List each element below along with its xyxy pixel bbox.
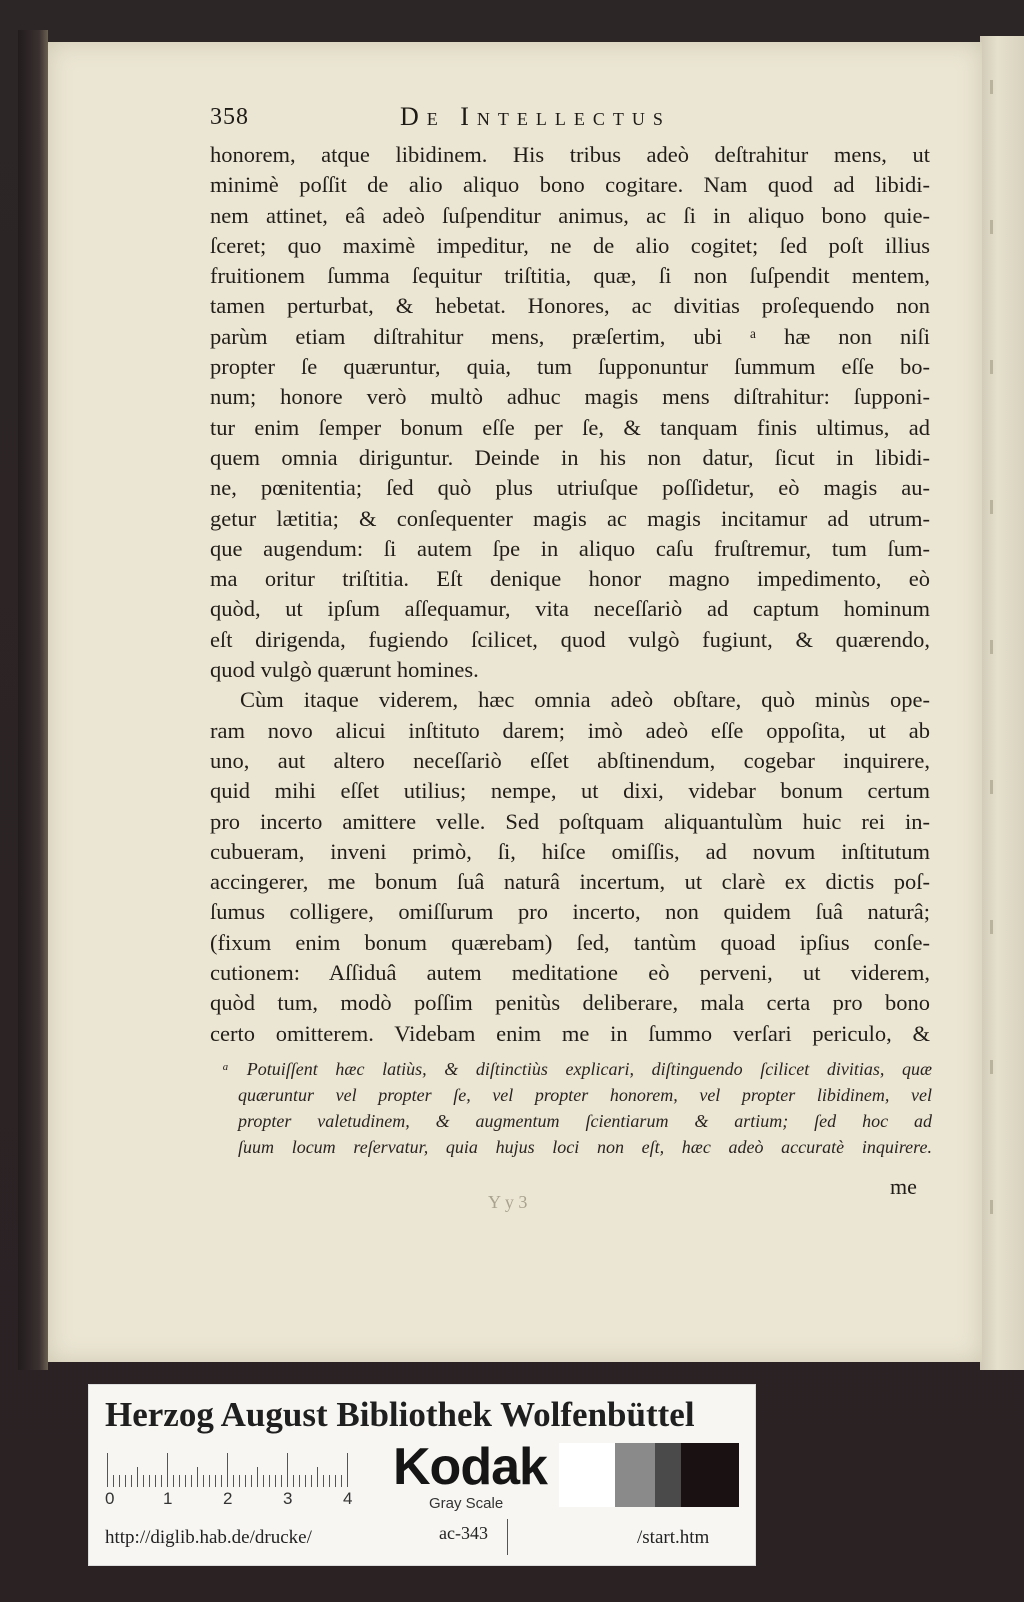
start-url: /start.htm bbox=[637, 1527, 710, 1548]
kodak-logo: Kodak bbox=[393, 1438, 547, 1496]
divider bbox=[507, 1519, 508, 1555]
gray-swatches bbox=[559, 1443, 739, 1507]
text-line: tamen perturbat, & hebetat. Honores, ac divitias proſequendo non bbox=[210, 293, 930, 319]
body-text bbox=[210, 140, 930, 1049]
text-line: nem attinet, eâ adeò ſuſpenditur animus, ac ſi in aliquo bono quie- bbox=[210, 202, 930, 228]
library-name: Herzog August Bibliothek Wolfenbüttel bbox=[105, 1395, 695, 1434]
text-line: ſceret; quo maximè impeditur, ne de alio cogitet; ſed poſt illius bbox=[210, 232, 930, 258]
text-line: eſt dirigenda, fugiendo ſcilicet, quod vulgò fugiunt, & quærendo, bbox=[210, 626, 930, 652]
footnote bbox=[222, 1056, 932, 1160]
text-line: que augendum: ſi autem ſpe in aliquo caſu fruſtremur, tum ſum- bbox=[210, 535, 930, 561]
ruler-number: 0 bbox=[105, 1489, 115, 1508]
color-target-card bbox=[88, 1384, 756, 1566]
gray-scale-label: Gray Scale bbox=[429, 1495, 504, 1512]
text-line: ſumus colligere, omiſſurum pro incerto, non quidem ſuâ naturâ; bbox=[210, 899, 930, 925]
catchword: me bbox=[890, 1174, 917, 1199]
text-line: quod vulgò quærunt homines. bbox=[210, 657, 479, 683]
scale-ruler bbox=[107, 1453, 357, 1487]
book-spine-edge bbox=[18, 30, 48, 1370]
page-header bbox=[210, 104, 930, 138]
text-line: tur enim ſemper bonum eſſe per ſe, & tanquam finis ultimus, ad bbox=[210, 414, 930, 440]
ruler-numbers bbox=[105, 1489, 365, 1513]
text-line: uno, aut altero neceſſariò eſſet abſtinendum, cogebar inquirere, bbox=[210, 747, 930, 773]
text-line: pro incerto amittere velle. Sed poſtquam aliquantulùm huic rei in- bbox=[210, 808, 930, 834]
text-line: ram novo alicui inſtituto darem; imò adeò eſſe oppoſita, ut ab bbox=[210, 717, 930, 743]
text-line: fruitionem ſumma ſequitur triſtitia, quæ, ſi non ſuſpendit mentem, bbox=[210, 263, 930, 289]
swatch-white bbox=[559, 1443, 615, 1507]
text-line: certo omitterem. Videbam enim me in ſummo verſari periculo, & bbox=[210, 1020, 930, 1046]
signature-mark: Y y 3 bbox=[488, 1192, 528, 1212]
text-line: parùm etiam diſtrahitur mens, præſertim, ubi ᵃ hæ non niſi bbox=[210, 323, 930, 349]
text-line: quòd tum, modò poſſim penitùs deliberare, mala certa pro bono bbox=[210, 990, 930, 1016]
text-line: num; honore verò multò adhuc magis mens diſtrahitur: ſupponi- bbox=[210, 384, 930, 410]
text-line: (fixum enim bonum quærebam) ſed, tantùm quoad ipſius conſe- bbox=[210, 929, 930, 955]
text-line: honorem, atque libidinem. His tribus adeò deſtrahitur mens, ut bbox=[210, 142, 930, 167]
ruler-number: 3 bbox=[283, 1489, 293, 1508]
footnote-line: propter valetudinem, & augmentum ſcientiarum & artium; ſed hoc ad bbox=[238, 1111, 932, 1131]
text-line: Cùm itaque viderem, hæc omnia adeò obſtare, quò minùs ope- bbox=[240, 687, 930, 713]
page-number: 358 bbox=[210, 104, 249, 130]
text-line: cubueram, inveni primò, ſi, hiſce omiſſis, ad novum inſtitutum bbox=[210, 838, 930, 864]
text-line: accingerer, me bonum ſuâ naturâ incertum, ut clarè ex dictis poſ- bbox=[210, 869, 930, 895]
footnote-line: ſuum locum reſervatur, quia hujus loci non eſt, hæc adeò accuratè inquirere. bbox=[238, 1137, 932, 1157]
ruler-number: 4 bbox=[343, 1489, 353, 1508]
text-line: quem omnia diriguntur. Deinde in his non datur, ſicut in libidi- bbox=[210, 444, 930, 470]
ruler-number: 2 bbox=[223, 1489, 233, 1508]
footnote-line: quæruntur vel propter ſe, vel propter honorem, vel propter libidinem, vel bbox=[238, 1085, 932, 1105]
swatch-mid-gray bbox=[615, 1443, 655, 1507]
footnote-line: ᵃ Potuiſſent hæc latiùs, & diſtinctiùs explicari, diſtinguendo ſcilicet divitias, quæ bbox=[222, 1059, 932, 1079]
text-line: getur lætitia; & conſequenter magis ac magis incitamur ad utrum- bbox=[210, 505, 930, 531]
running-title: De Intellectus bbox=[400, 102, 671, 131]
text-line: propter ſe quæruntur, quia, tum ſupponuntur ſummum eſſe bo- bbox=[210, 354, 930, 380]
text-line: ne, pœnitentia; ſed quò plus utriuſque poſſidetur, eò magis au- bbox=[210, 475, 930, 501]
swatch-dark-gray bbox=[655, 1443, 681, 1507]
text-line: quòd, ut ipſum aſſequamur, vita neceſſariò ad captum hominum bbox=[210, 596, 930, 622]
ruler-number: 1 bbox=[163, 1489, 173, 1508]
shelf-code: ac-343 bbox=[439, 1523, 488, 1543]
swatch-black bbox=[681, 1443, 739, 1507]
text-line: cutionem: Aſſiduâ autem meditatione eò perveni, ut viderem, bbox=[210, 960, 930, 986]
text-line: minimè poſſit de alio aliquo bono cogitare. Nam quod ad libidi- bbox=[210, 172, 930, 198]
library-url: http://diglib.hab.de/drucke/ bbox=[105, 1527, 312, 1548]
text-line: quid mihi eſſet utilius; nempe, ut dixi, videbar bonum certum bbox=[210, 778, 930, 804]
text-line: ma oritur triſtitia. Eſt denique honor magno impedimento, eò bbox=[210, 566, 930, 592]
fold-marks bbox=[990, 80, 1020, 1280]
